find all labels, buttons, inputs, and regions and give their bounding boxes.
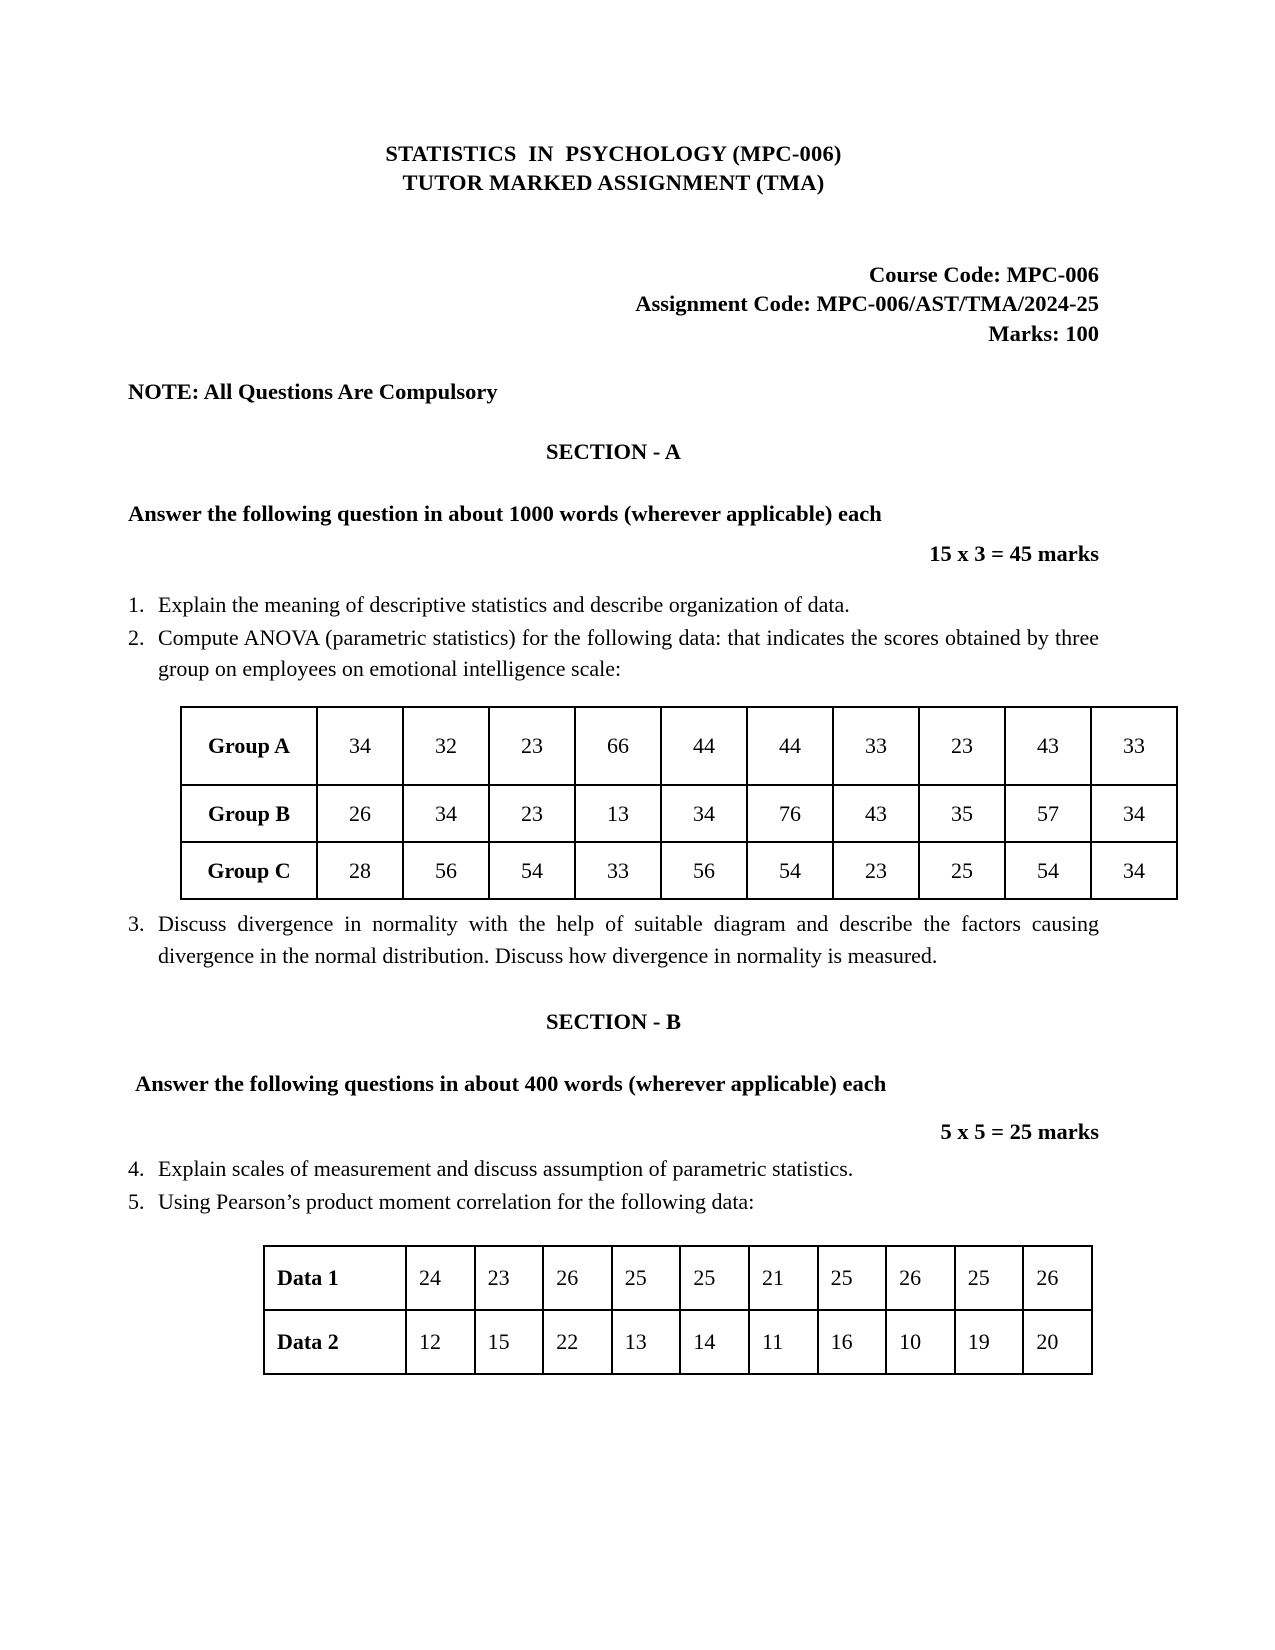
cell: 22 xyxy=(543,1310,612,1374)
cell: 54 xyxy=(1005,842,1091,899)
cell: 26 xyxy=(543,1246,612,1310)
anova-data-table-wrapper xyxy=(180,706,1145,900)
question-item-3 xyxy=(128,908,1099,970)
cell: 23 xyxy=(919,707,1005,785)
assignment-code: Assignment Code: MPC-006/AST/TMA/2024-25 xyxy=(635,291,1099,317)
cell: 11 xyxy=(749,1310,818,1374)
cell: 13 xyxy=(612,1310,681,1374)
question-item-5 xyxy=(128,1186,1099,1217)
anova-data-table xyxy=(180,706,1178,900)
pearson-data-table-wrapper xyxy=(263,1245,1099,1375)
pearson-data-table xyxy=(263,1245,1093,1375)
question-number-1: 1. xyxy=(128,591,145,617)
cell: 16 xyxy=(818,1310,887,1374)
question-text-5: Using Pearson’s product moment correlation for the following data: xyxy=(158,1189,755,1215)
cell: 25 xyxy=(680,1246,749,1310)
question-item-2 xyxy=(128,622,1099,684)
cell: 26 xyxy=(317,785,403,842)
question-item-1 xyxy=(128,589,1099,620)
cell: 56 xyxy=(661,842,747,899)
question-text-2: Compute ANOVA (parametric statistics) for the following data: that indicates the scores obtained by three group on employees on emotional intelligence scale: xyxy=(158,624,1099,682)
cell: 76 xyxy=(747,785,833,842)
cell: 33 xyxy=(1091,707,1177,785)
cell: 14 xyxy=(680,1310,749,1374)
table-row xyxy=(264,1310,1092,1374)
section-a-marks: 15 x 3 = 45 marks xyxy=(929,540,1099,566)
cell: 13 xyxy=(575,785,661,842)
table-row xyxy=(181,785,1177,842)
question-item-4 xyxy=(128,1153,1099,1184)
question-text-3: Discuss divergence in normality with the help of suitable diagram and describe the factors causing divergence in the normal distribution. Discuss how divergence in normality is measured. xyxy=(158,911,1099,968)
section-a-instruction: Answer the following question in about 1000 words (wherever applicable) each xyxy=(128,500,882,526)
cell: 25 xyxy=(818,1246,887,1310)
cell: 25 xyxy=(955,1246,1024,1310)
section-a-heading: SECTION - A xyxy=(545,438,682,464)
row-label: Data 1 xyxy=(264,1246,406,1310)
table-row xyxy=(264,1246,1092,1310)
table-row xyxy=(181,707,1177,785)
cell: 43 xyxy=(1005,707,1091,785)
row-label: Group B xyxy=(181,785,317,842)
cell: 43 xyxy=(833,785,919,842)
cell: 12 xyxy=(406,1310,475,1374)
cell: 34 xyxy=(661,785,747,842)
cell: 25 xyxy=(919,842,1005,899)
cell: 23 xyxy=(475,1246,544,1310)
table-row xyxy=(181,842,1177,899)
cell: 44 xyxy=(747,707,833,785)
cell: 23 xyxy=(489,707,575,785)
cell: 34 xyxy=(1091,842,1177,899)
question-number-5: 5. xyxy=(128,1189,145,1215)
cell: 54 xyxy=(489,842,575,899)
cell: 34 xyxy=(1091,785,1177,842)
row-label: Group A xyxy=(181,707,317,785)
question-number-3: 3. xyxy=(128,911,145,937)
assignment-meta xyxy=(128,260,1099,349)
cell: 23 xyxy=(833,842,919,899)
question-text-4: Explain scales of measurement and discuss assumption of parametric statistics. xyxy=(158,1155,854,1181)
total-marks: Marks: 100 xyxy=(988,320,1099,346)
title-line-1: STATISTICS IN PSYCHOLOGY (MPC-006) xyxy=(385,141,842,166)
section-b-marks: 5 x 5 = 25 marks xyxy=(940,1118,1099,1144)
cell: 26 xyxy=(1023,1246,1092,1310)
section-a-question-list xyxy=(128,589,1099,685)
cell: 66 xyxy=(575,707,661,785)
cell: 25 xyxy=(612,1246,681,1310)
section-b-heading: SECTION - B xyxy=(545,1008,682,1034)
question-text-1: Explain the meaning of descriptive statistics and describe organization of data. xyxy=(158,591,850,617)
cell: 20 xyxy=(1023,1310,1092,1374)
row-label: Data 2 xyxy=(264,1310,406,1374)
cell: 33 xyxy=(833,707,919,785)
cell: 56 xyxy=(403,842,489,899)
cell: 34 xyxy=(317,707,403,785)
course-code: Course Code: MPC-006 xyxy=(869,261,1099,287)
cell: 21 xyxy=(749,1246,818,1310)
cell: 57 xyxy=(1005,785,1091,842)
cell: 26 xyxy=(886,1246,955,1310)
compulsory-note: NOTE: All Questions Are Compulsory xyxy=(128,378,498,404)
cell: 10 xyxy=(886,1310,955,1374)
cell: 54 xyxy=(747,842,833,899)
section-a-question-list-continued xyxy=(128,908,1099,970)
document-title xyxy=(128,140,1099,198)
section-b-question-list xyxy=(128,1153,1099,1217)
title-line-2: TUTOR MARKED ASSIGNMENT (TMA) xyxy=(402,169,825,195)
cell: 32 xyxy=(403,707,489,785)
cell: 15 xyxy=(475,1310,544,1374)
section-b-instruction: Answer the following questions in about 400 words (wherever applicable) each xyxy=(135,1070,887,1096)
cell: 44 xyxy=(661,707,747,785)
question-number-2: 2. xyxy=(128,624,145,650)
cell: 34 xyxy=(403,785,489,842)
row-label: Group C xyxy=(181,842,317,899)
cell: 24 xyxy=(406,1246,475,1310)
question-number-4: 4. xyxy=(128,1155,145,1181)
cell: 33 xyxy=(575,842,661,899)
cell: 23 xyxy=(489,785,575,842)
cell: 19 xyxy=(955,1310,1024,1374)
cell: 28 xyxy=(317,842,403,899)
cell: 35 xyxy=(919,785,1005,842)
